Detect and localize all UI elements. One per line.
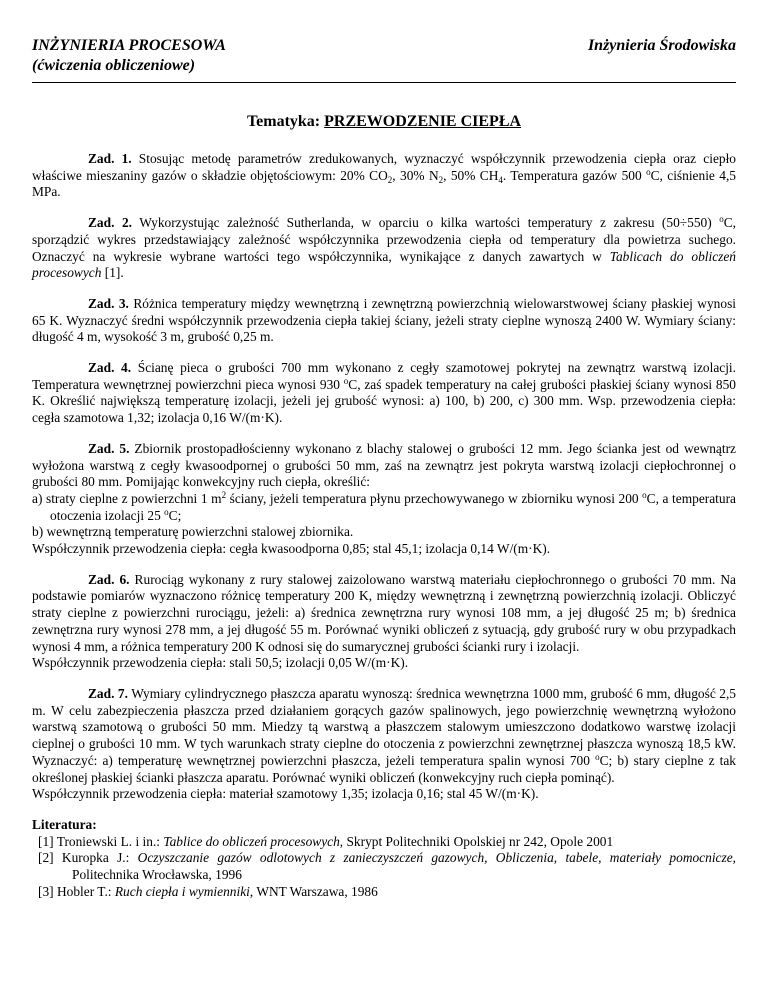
- task-5-item-b: b) wewnętrzną temperaturę powierzchni stalowej zbiornika.: [32, 524, 354, 540]
- degree-superscript: o: [164, 506, 169, 517]
- reference-number: [2]: [38, 850, 54, 866]
- subscript: 2: [438, 174, 444, 185]
- task-7: [32, 686, 736, 786]
- page-header: [32, 36, 736, 83]
- literature-heading: Literatura:: [32, 816, 97, 832]
- degree-superscript: o: [719, 214, 724, 225]
- reference-authors: Troniewski L. i in.:: [53, 833, 164, 849]
- task-6-label: Zad. 6.: [88, 571, 130, 587]
- task-4-text: C, zaś spadek temperatury na całej grubości płaskiej ściany wynosi 850 K. Określić największą temperaturę izolacji, jeżeli jej grubość wynosi: a) 100, b) 200, c) 300 mm. Wsp. przewodzenia ciepła: cegła szamotowa 1,32; izolacja 0,16 W/(m·K).: [32, 376, 736, 426]
- task-3: [32, 296, 736, 346]
- task-1-text: , 50% CH: [443, 167, 499, 183]
- task-5: [32, 441, 736, 491]
- task-2-label: Zad. 2.: [88, 215, 132, 231]
- reference-publisher: , Skrypt Politechniki Opolskiej nr 242, Opole 2001: [339, 833, 614, 849]
- task-5-coefficients: Współczynnik przewodzenia ciepła: cegła kwasoodporna 0,85; stal 45,1; izolacja 0,14 W/(m·K).: [32, 541, 551, 557]
- reference-title: Ruch ciepła i wymienniki: [114, 883, 250, 899]
- subscript: 2: [387, 174, 393, 185]
- degree-superscript: o: [646, 166, 651, 177]
- header-course-subtitle: (ćwiczenia obliczeniowe): [32, 57, 196, 74]
- task-4-text: Ścianę pieca o grubości 700 mm wykonano z cegły szamotowej pokrytej na zewnątrz warstwą izolacji. Temperatura wewnętrznej powierzchni pieca wynosi 930: [32, 360, 736, 392]
- task-5-item-a-text: C, a temperatura otoczenia izolacji 25: [50, 490, 737, 523]
- task-3-label: Zad. 3.: [88, 295, 129, 311]
- reference-item: [32, 834, 736, 851]
- task-7-coefficients: Współczynnik przewodzenia ciepła: materiał szamotowy 1,35; izolacja 0,16; stal 45 W/(m·K).: [32, 786, 539, 802]
- task-5-label: Zad. 5.: [88, 440, 130, 456]
- task-7-text: Wymiary cylindrycznego płaszcza aparatu wynoszą: średnica wewnętrzna 1000 mm, grubość 6 mm, długość 2,5 m. W celu zabezpieczenia płaszcza przed działaniem gorących gazów spalinowych, jego powierzchnię wewnętrzną wyłożono warstwą szamotową o grubości 50 mm. Miedzy tą warstwą a płaszczem stalowym umieszczono dodatkowo warstwę izolacji cieplnej o grubości 10 mm. W tych warunkach straty cieplne do otoczenia z powierzchni zewnętrznej płaszcza wynoszą 18,5 kW. Wyznaczyć: a) temperaturę wewnętrznej powierzchni płaszcza, jeżeli temperatura spalin wynosi 700: [32, 685, 737, 768]
- reference-item: [32, 850, 736, 883]
- reference-authors: Hobler T.:: [53, 883, 115, 899]
- task-1-text: . Temperatura gazów 500: [502, 167, 647, 183]
- task-1: [32, 151, 736, 201]
- reference-number: [1]: [38, 833, 54, 849]
- reference-title: Tablice do obliczeń procesowych: [163, 833, 340, 849]
- subscript: 4: [498, 174, 503, 185]
- reference-publisher: , Politechnika Wrocławska, 1996: [72, 850, 736, 883]
- task-5-text: Zbiornik prostopadłościenny wykonano z blachy stalowej o grubości 12 mm. Jego ścianka jest od wewnątrz wyłożona warstwą z cegły kwasoodpornej o grubości 50 mm, zaś na zewnątrz jest pokryta warstwą izolacji ciepłochronnej o grubości 80 mm. Pomijając konwekcyjny ruch ciepła, określić:: [32, 440, 736, 490]
- degree-superscript: o: [642, 489, 647, 500]
- reference-authors: Kuropka J.:: [53, 850, 138, 866]
- task-6: [32, 572, 736, 656]
- task-7-text: C; b) stary cieplne z tak określonej płaskiej ścianki płaszcza aparatu. Porównać wyniki obliczeń (konwekcyjny ruch ciepła pominąć).: [32, 752, 736, 785]
- reference-publisher: , WNT Warszawa, 1986: [249, 883, 378, 899]
- title-topic: PRZEWODZENIE CIEPŁA: [324, 113, 522, 130]
- task-5-item-a-text: C;: [168, 507, 182, 523]
- task-3-text: Różnica temperatury między wewnętrzną i zewnętrzną powierzchnią wielowarstwowej ściany płaskiej wynosi 65 K. Wyznaczyć średni współczynnik przewodzenia ciepła takiej ściany, jeżeli straty cieplne wynoszą 2400 W. Wymiary ściany: długość 4 m, wysokość 3 m, grubość 0,25 m.: [32, 295, 736, 345]
- task-7-label: Zad. 7.: [88, 685, 128, 701]
- task-6-coefficients: Współczynnik przewodzenia ciepła: stali 50,5; izolacji 0,05 W/(m·K).: [32, 655, 409, 671]
- header-field-of-study: Inżynieria Środowiska: [587, 37, 736, 54]
- reference-item: [32, 884, 736, 901]
- task-1-label: Zad. 1.: [88, 151, 132, 166]
- header-course-title: INŻYNIERIA PROCESOWA: [32, 37, 226, 54]
- reference-number: [3]: [38, 883, 54, 899]
- task-5-item-a-text: a) straty cieplne z powierzchni 1 m: [32, 490, 222, 506]
- task-1-text: Stosując metodę parametrów zredukowanych, wyznaczyć współczynnik przewodzenia ciepła oraz ciepło właściwe mieszaniny gazów o składzie objętościowym: 20% CO: [32, 151, 736, 183]
- degree-superscript: o: [595, 751, 600, 762]
- task-1-text: , 30% N: [392, 167, 439, 183]
- task-4: [32, 360, 736, 427]
- task-4-label: Zad. 4.: [88, 360, 132, 376]
- task-2-text: Wykorzystując zależność Sutherlanda, w oparciu o kilka wartości temperatury z zakresu (50÷550): [132, 215, 720, 231]
- task-2-text: C, sporządzić wykres przedstawiający zależność współczynnika przewodzenia ciepła od temperatury dla powietrza suchego. Oznaczyć na wykresie wybrane wartości tego współczynnika, wynikające z danych zawartych w: [32, 215, 736, 264]
- task-2: [32, 215, 736, 282]
- document-page: [32, 36, 736, 900]
- task-1-text: C, ciśnienie 4,5 MPa.: [32, 167, 736, 200]
- task-2-book-title: Tablicach do obliczeń procesowych: [32, 248, 736, 281]
- task-2-text: [1].: [101, 265, 124, 281]
- title-prefix: Tematyka:: [246, 113, 325, 130]
- header-course: [32, 36, 226, 76]
- reference-title: Oczyszczanie gazów odlotowych z zanieczyszczeń gazowych, Obliczenia, tabele, materiały pomocnicze: [137, 850, 733, 866]
- degree-superscript: o: [343, 375, 349, 386]
- square-superscript: 2: [221, 489, 227, 500]
- task-5-item-a-text: ściany, jeżeli temperatura płynu przechowywanego w zbiorniku wynosi 200: [226, 490, 643, 506]
- page-title: [32, 113, 736, 131]
- task-5-item-a: [32, 491, 736, 524]
- task-6-text: Rurociąg wykonany z rury stalowej zaizolowano warstwą materiału ciepłochronnego o grubości 70 mm. Na podstawie pomiarów wyznaczono różnicę temperatury 200 K, między wewnętrzną i zewnętrzną powierzchnią izolacji. Obliczyć straty cieplne z powierzchni rurociągu, jeżeli: a) średnica zewnętrzna rury wynosi 108 mm, a jej długość 25 m; b) średnica zewnętrzna rury wynosi 278 mm, a jej długość 55 m. Porównać wyniki obliczeń z sytuacją, gdy grubość rury w obu przypadkach wynosi 4 mm, a różnica temperatury 200 K odnosi się do sumarycznej grubości ścianki rury i izolacji.: [32, 571, 736, 654]
